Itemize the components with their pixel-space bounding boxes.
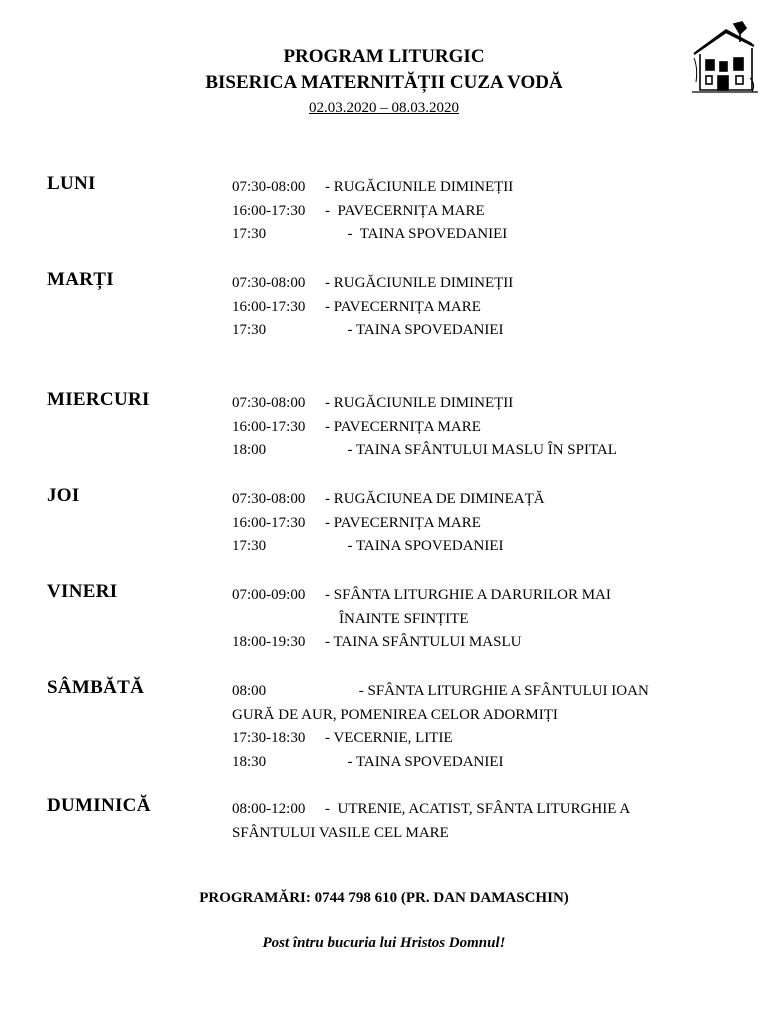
entry-time: 18:00	[232, 442, 267, 458]
schedule-entry	[232, 200, 722, 224]
entry-time: 18:30	[232, 753, 267, 770]
day-name: JOI	[47, 485, 80, 506]
schedule-entry	[232, 272, 722, 296]
church-name: BISERICA MATERNITĂȚII CUZA VODĂ	[205, 72, 563, 93]
entry-text: - TAINA SPOVEDANIEI	[325, 538, 504, 554]
entry-text: - RUGĂCIUNILE DIMINEȚII	[325, 395, 514, 411]
entry-time: 08:00	[232, 683, 267, 699]
day-name: SÂMBĂTĂ	[47, 677, 145, 698]
entry-time: 16:00-17:30	[232, 418, 306, 435]
day-entries	[232, 272, 722, 343]
entry-text: - SFÂNTA LITURGHIE A SFÂNTULUI IOAN	[325, 683, 649, 699]
entry-text: - RUGĂCIUNEA DE DIMINEAȚĂ	[325, 491, 545, 507]
entry-text: - PAVECERNIȚA MARE	[325, 202, 485, 219]
schedule-entry	[232, 176, 722, 200]
day-entries	[232, 798, 722, 845]
schedule-entry	[232, 223, 722, 247]
entry-text: - PAVECERNIȚA MARE	[325, 418, 481, 435]
schedule-entry	[232, 416, 722, 440]
entry-time: 08:00-12:00	[232, 801, 306, 817]
closing-motto: Post întru bucuria lui Hristos Domnul!	[262, 935, 506, 951]
day-name: MARȚI	[47, 269, 114, 290]
booking-contact: PROGRAMĂRI: 0744 798 610 (PR. DAN DAMASCHIN)	[199, 890, 569, 906]
entry-text: - VECERNIE, LITIE	[325, 730, 453, 746]
schedule-entry	[232, 296, 722, 320]
entry-text: - RUGĂCIUNILE DIMINEȚII	[325, 179, 514, 195]
entry-time: 07:30-08:00	[232, 275, 306, 291]
day-name: DUMINICĂ	[47, 795, 151, 816]
day-name: VINERI	[47, 581, 118, 602]
day-entries	[232, 680, 722, 774]
schedule-entry	[232, 488, 722, 512]
entry-text: - TAINA SPOVEDANIEI	[325, 226, 508, 242]
day-entries	[232, 584, 722, 655]
entry-time: 16:00-17:30	[232, 202, 306, 219]
entry-text: - UTRENIE, ACATIST, SFÂNTA LITURGHIE A	[325, 801, 631, 817]
entry-text: - PAVECERNIȚA MARE	[325, 298, 481, 315]
date-range: 02.03.2020 – 08.03.2020	[309, 100, 459, 116]
entry-text: - TAINA SFÂNTULUI MASLU ÎN SPITAL	[325, 442, 617, 458]
day-entries	[232, 176, 722, 247]
church-building-icon	[690, 18, 760, 98]
entry-text: - TAINA SPOVEDANIEI	[325, 322, 504, 338]
schedule-entry-continuation	[232, 608, 722, 632]
schedule-entry	[232, 727, 722, 751]
entry-time: 18:00-19:30	[232, 634, 306, 650]
entry-time: 07:00-09:00	[232, 587, 306, 603]
schedule-entry	[232, 680, 722, 704]
day-name: LUNI	[47, 173, 96, 194]
entry-time: 17:30	[232, 322, 267, 338]
entry-time: 16:00-17:30	[232, 298, 306, 315]
schedule-entry	[232, 392, 722, 416]
entry-wrapped-text: GURĂ DE AUR, POMENIREA CELOR ADORMIȚI	[232, 706, 558, 723]
schedule-entry	[232, 319, 722, 343]
entry-text: - PAVECERNIȚA MARE	[325, 514, 481, 531]
entry-text: - TAINA SFÂNTULUI MASLU	[325, 634, 522, 650]
schedule-entry	[232, 439, 722, 463]
schedule-entry	[232, 798, 722, 822]
schedule-entry	[232, 535, 722, 559]
entry-time: 17:30	[232, 538, 267, 554]
entry-text: - RUGĂCIUNILE DIMINEȚII	[325, 275, 514, 291]
day-name: MIERCURI	[47, 389, 150, 410]
day-entries	[232, 488, 722, 559]
entry-time: 17:30	[232, 226, 267, 242]
document-header	[0, 44, 768, 120]
schedule-entry	[232, 631, 722, 655]
entry-wrapped-text: SFÂNTULUI VASILE CEL MARE	[232, 824, 449, 841]
program-title: PROGRAM LITURGIC	[283, 46, 485, 67]
entry-continuation: ÎNAINTE SFINȚITE	[339, 610, 469, 627]
entry-text: - TAINA SPOVEDANIEI	[325, 753, 504, 770]
entry-text: - SFÂNTA LITURGHIE A DARURILOR MAI	[325, 587, 611, 603]
entry-time: 07:30-08:00	[232, 491, 306, 507]
entry-time: 17:30-18:30	[232, 730, 306, 746]
entry-time: 16:00-17:30	[232, 514, 306, 531]
schedule-entry	[232, 584, 722, 608]
entry-time: 07:30-08:00	[232, 179, 306, 195]
entry-time: 07:30-08:00	[232, 395, 306, 411]
day-entries	[232, 392, 722, 463]
schedule-entry	[232, 512, 722, 536]
schedule-entry	[232, 751, 722, 775]
